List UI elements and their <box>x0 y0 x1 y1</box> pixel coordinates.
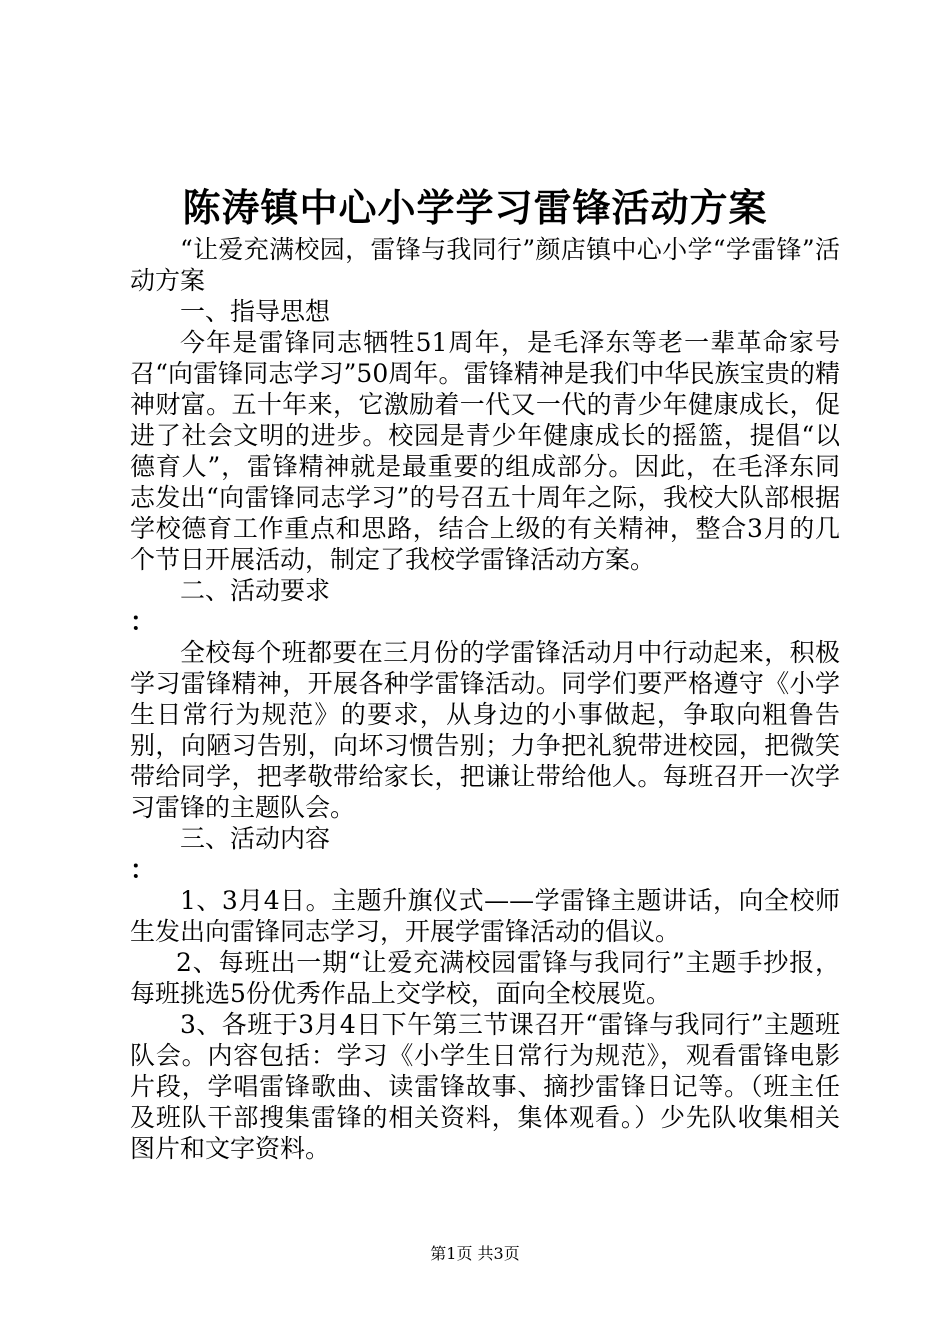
content-item-3: 3、各班于3月4日下午第三节课召开“雷锋与我同行”主题班队会。内容包括：学习《小学生日常行为规范》，观看雷锋电影片段，学唱雷锋歌曲、读雷锋故事、摘抄雷锋日记等。（班主任及班队干部搜集雷锋的相关资料，集体观看。）少先队收集相关图片和文字资料。 <box>130 1010 840 1163</box>
guiding-thought-paragraph: 今年是雷锋同志牺牲51周年，是毛泽东等老一辈革命家号召“向雷锋同志学习”50周年。雷锋精神是我们中华民族宝贵的精神财富。五十年来，它激励着一代又一代的青少年健康成长，促进了社会文明的进步。校园是青少年健康成长的摇篮，提倡“以德育人”，雷锋精神就是最重要的组成部分。因此，在毛泽东同志发出“向雷锋同志学习”的号召五十周年之际，我校大队部根据学校德育工作重点和思路，结合上级的有关精神，整合3月的几个节日开展活动，制定了我校学雷锋活动方案。 <box>130 328 840 574</box>
content-item-2: 2、每班出一期“让爱充满校园雷锋与我同行”主题手抄报，每班挑选5份优秀作品上交学校，面向全校展览。 <box>130 948 840 1008</box>
content-item-1: 1、3月4日。主题升旗仪式——学雷锋主题讲话，向全校师生发出向雷锋同志学习，开展学雷锋活动的倡议。 <box>130 886 840 946</box>
requirements-paragraph: 全校每个班都要在三月份的学雷锋活动月中行动起来，积极学习雷锋精神，开展各种学雷锋活动。同学们要严格遵守《小学生日常行为规范》的要求，从身边的小事做起，争取向粗鲁告别，向陋习告别，向坏习惯告别；力争把礼貌带进校园，把微笑带给同学，把孝敬带给家长，把谦让带给他人。每班召开一次学习雷锋的主题队会。 <box>130 638 840 822</box>
page-footer: 第1页 共3页 <box>430 1244 520 1263</box>
document-title: 陈涛镇中心小学学习雷锋活动方案 <box>182 185 768 230</box>
content-colon: ： <box>130 855 156 884</box>
subtitle-paragraph: “让爱充满校园，雷锋与我同行”颜店镇中心小学“学雷锋”活动方案 <box>130 235 840 295</box>
section-heading-activity-content: 三、活动内容 <box>180 824 331 853</box>
section-heading-activity-requirements: 二、活动要求 <box>180 576 331 605</box>
section-heading-guiding-thought: 一、指导思想 <box>180 297 331 326</box>
document-body <box>130 234 840 1164</box>
requirements-colon: ： <box>130 607 156 636</box>
